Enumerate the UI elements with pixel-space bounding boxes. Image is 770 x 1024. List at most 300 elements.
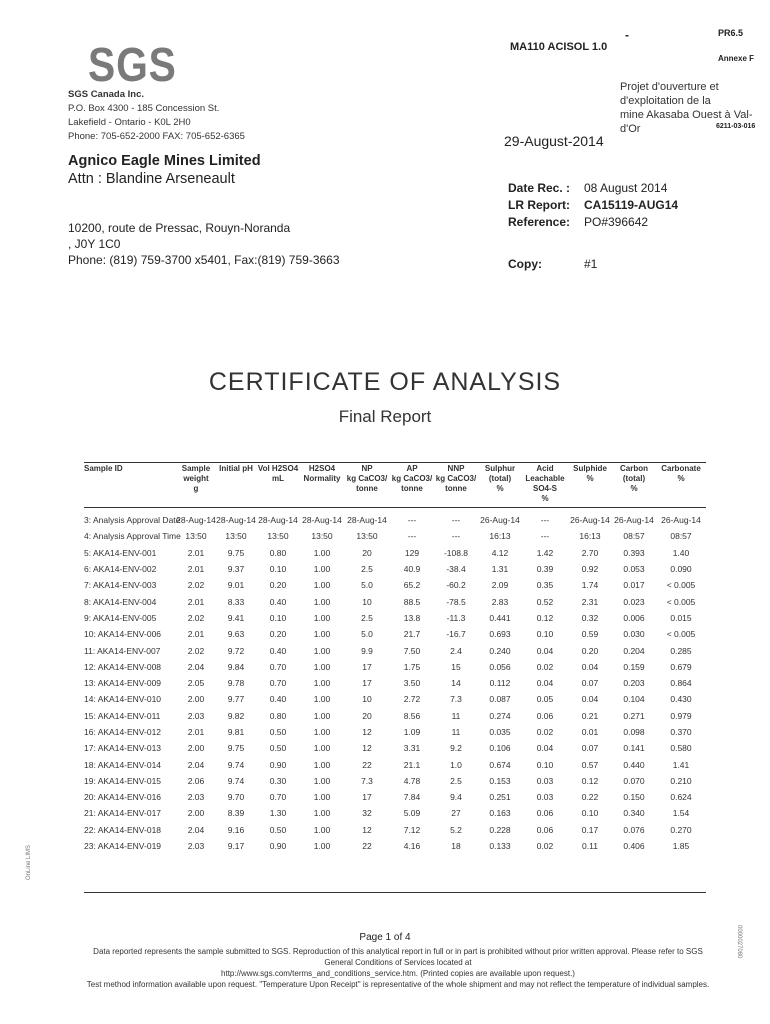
- table-cell: 0.03: [536, 775, 554, 786]
- table-cell: 0.030: [623, 629, 645, 640]
- table-cell: 15: AKA14-ENV-011: [84, 710, 161, 721]
- table-cell: 22: [362, 841, 372, 852]
- table-cell: 0.864: [670, 678, 692, 689]
- table-cell: ---: [451, 531, 461, 542]
- table-cell: 0.203: [623, 678, 645, 689]
- table-cell: < 0.005: [666, 580, 696, 591]
- copy-label: Copy:: [508, 257, 542, 271]
- table-cell: 1.00: [313, 759, 331, 770]
- table-cell: 08:57: [623, 531, 645, 542]
- table-cell: 2.4: [450, 645, 462, 656]
- table-cell: 4.16: [403, 841, 421, 852]
- table-row: [84, 789, 706, 805]
- table-cell: 0.70: [269, 792, 287, 803]
- table-cell: 4: Analysis Approval Time: [84, 531, 181, 542]
- table-cell: 0.979: [670, 710, 692, 721]
- table-cell: 0.80: [269, 547, 287, 558]
- table-cell: 1.00: [313, 775, 331, 786]
- table-cell: 9.16: [227, 824, 245, 835]
- table-cell: 0.50: [269, 743, 287, 754]
- table-cell: 11: [451, 727, 461, 737]
- table-cell: < 0.005: [666, 596, 696, 607]
- table-cell: 1.00: [313, 645, 331, 656]
- table-cell: 2.00: [187, 743, 205, 754]
- table-cell: 1.00: [313, 710, 331, 721]
- table-cell: 1.74: [581, 580, 599, 591]
- table-row: [84, 805, 706, 821]
- table-header-row: [84, 463, 706, 508]
- table-cell: 13:50: [185, 531, 207, 542]
- lab-address: [68, 88, 245, 144]
- table-cell: 1.42: [536, 547, 554, 558]
- table-cell: 0.204: [623, 645, 645, 656]
- table-cell: 20: AKA14-ENV-016: [84, 792, 162, 803]
- table-cell: 2.05: [187, 678, 205, 689]
- table-cell: 7.3: [450, 694, 462, 705]
- lab-address-line2: Lakefield - Ontario - K0L 2H0: [68, 117, 191, 128]
- table-cell: 11: [451, 710, 461, 721]
- table-cell: 1.00: [313, 694, 331, 705]
- table-cell: 1.0: [450, 759, 462, 770]
- table-cell: 0.57: [581, 759, 599, 770]
- project-line2: mine Akasaba Ouest à Val-d'Or: [620, 109, 753, 135]
- table-bottom-rule: [84, 892, 706, 893]
- table-cell: 9.78: [227, 678, 245, 689]
- table-cell: 2.00: [187, 694, 205, 705]
- table-cell: 1.00: [313, 612, 331, 623]
- table-cell: 0.112: [489, 678, 511, 689]
- table-cell: 1.00: [313, 678, 331, 689]
- form-code: MA110 ACISOL 1.0: [510, 41, 608, 53]
- table-cell: ---: [540, 531, 550, 542]
- table-cell: 14: AKA14-ENV-010: [84, 694, 162, 705]
- table-cell: 0.32: [581, 612, 599, 623]
- table-cell: 0.50: [269, 824, 287, 835]
- table-cell: 17: AKA14-ENV-013: [84, 743, 162, 754]
- table-cell: 1.30: [269, 808, 287, 819]
- analysis-table-wrap: [84, 462, 706, 854]
- table-cell: 2.01: [187, 727, 205, 737]
- sgs-logo: SGS: [88, 39, 177, 92]
- side-mark-right: 0000027080: [736, 925, 742, 959]
- table-cell: 2.01: [187, 629, 205, 640]
- table-cell: 0.006: [623, 612, 645, 623]
- table-cell: 0.159: [623, 661, 645, 672]
- table-cell: 0.39: [536, 564, 554, 575]
- table-row: [84, 659, 706, 675]
- table-cell: 0.20: [269, 580, 287, 591]
- table-cell: 10: [362, 694, 372, 705]
- table-cell: 4.12: [491, 547, 509, 558]
- table-cell: 0.674: [489, 759, 511, 770]
- table-cell: 88.5: [403, 596, 421, 607]
- table-cell: ---: [407, 515, 417, 526]
- table-cell: 0.430: [670, 694, 692, 705]
- table-cell: 2.02: [187, 612, 205, 623]
- table-cell: 0.070: [623, 775, 645, 786]
- column-header: NP kg CaCO3/ tonne: [346, 464, 388, 493]
- table-cell: 0.163: [489, 808, 511, 819]
- table-cell: 1.00: [313, 727, 331, 737]
- table-cell: 8.33: [227, 596, 245, 607]
- table-cell: 0.30: [269, 775, 287, 786]
- table-cell: 2.01: [187, 596, 205, 607]
- table-cell: 1.00: [313, 792, 331, 803]
- table-cell: 1.85: [672, 841, 690, 852]
- table-cell: 10: AKA14-ENV-006: [84, 629, 162, 640]
- table-cell: 9.75: [227, 547, 245, 558]
- table-cell: 0.10: [536, 759, 554, 770]
- page-number: Page 1 of 4: [359, 932, 411, 943]
- table-cell: 0.104: [623, 694, 645, 705]
- table-cell: 10: [362, 596, 372, 607]
- project-ref: 6211-03-016: [716, 123, 756, 130]
- table-cell: 9.74: [227, 775, 245, 786]
- table-cell: 11: AKA14-ENV-007: [84, 645, 161, 656]
- table-cell: 9.75: [227, 743, 245, 754]
- table-cell: 0.406: [623, 841, 645, 852]
- table-cell: 5.2: [450, 824, 462, 835]
- copy-row: [508, 257, 597, 271]
- table-cell: 2.5: [450, 775, 462, 786]
- table-cell: 1.41: [672, 759, 690, 770]
- table-cell: 0.90: [269, 759, 287, 770]
- table-cell: 9.70: [227, 792, 245, 803]
- table-cell: 0.40: [269, 694, 287, 705]
- table-cell: 28-Aug-14: [176, 515, 216, 526]
- table-cell: 1.00: [313, 564, 331, 575]
- client-address1: 10200, route de Pressac, Rouyn-Noranda: [68, 221, 291, 235]
- column-header: Sample ID: [84, 464, 123, 473]
- table-cell: 1.00: [313, 661, 331, 672]
- table-cell: 22: [362, 759, 372, 770]
- table-cell: 0.11: [582, 841, 598, 852]
- table-cell: 6: AKA14-ENV-002: [84, 564, 157, 575]
- table-cell: 2.09: [491, 580, 509, 591]
- table-cell: 0.679: [670, 661, 692, 672]
- table-cell: 0.40: [269, 596, 287, 607]
- column-header: Vol H2SO4 mL: [257, 464, 299, 483]
- table-cell: 0.274: [489, 710, 511, 721]
- table-cell: -11.3: [446, 612, 466, 623]
- table-cell: 21.7: [403, 629, 421, 640]
- table-cell: 1.40: [672, 547, 690, 558]
- table-cell: 0.440: [623, 759, 645, 770]
- table-cell: 9.37: [227, 564, 245, 575]
- table-cell: -78.5: [446, 596, 466, 607]
- table-cell: 26-Aug-14: [661, 515, 701, 526]
- header-dash: -: [625, 28, 629, 42]
- table-cell: 0.06: [536, 824, 554, 835]
- column-header: Carbon (total) %: [620, 464, 648, 493]
- table-cell: 26-Aug-14: [480, 515, 520, 526]
- footer-line1: Data reported represents the sample submitted to SGS. Reproduction of this analytical report in full or in part is prohibited without prior written approval. Please refer to SGS General Conditions of Services located at: [93, 947, 703, 967]
- table-cell: 7.12: [403, 824, 421, 835]
- table-cell: 0.106: [489, 743, 511, 754]
- pr-code: PR6.5: [718, 28, 744, 38]
- table-cell: 0.441: [489, 612, 511, 623]
- reference-value: PO#396642: [584, 215, 649, 229]
- table-cell: 13: AKA14-ENV-009: [84, 678, 162, 689]
- table-cell: 12: [362, 727, 372, 737]
- table-cell: 2.03: [187, 792, 205, 803]
- table-cell: 0.50: [269, 727, 287, 737]
- table-cell: 0.133: [489, 841, 511, 852]
- client-phone: Phone: (819) 759-3700 x5401, Fax:(819) 759-3663: [68, 253, 340, 267]
- table-cell: 2.02: [187, 645, 205, 656]
- table-row: [84, 838, 706, 854]
- report-meta: [508, 180, 744, 231]
- table-cell: 3.31: [403, 743, 421, 754]
- table-cell: 0.090: [670, 564, 692, 575]
- table-cell: 0.70: [269, 678, 287, 689]
- table-cell: -108.8: [443, 547, 469, 558]
- table-cell: 0.20: [581, 645, 599, 656]
- table-cell: 26-Aug-14: [570, 515, 610, 526]
- table-cell: 7: AKA14-ENV-003: [84, 580, 157, 591]
- table-cell: 129: [404, 547, 420, 558]
- table-cell: 16:13: [579, 531, 601, 542]
- table-cell: 0.153: [489, 775, 511, 786]
- column-header: Sulphide %: [573, 464, 607, 483]
- table-cell: 08:57: [670, 531, 692, 542]
- table-row: [84, 822, 706, 838]
- table-cell: 0.370: [670, 727, 692, 737]
- table-cell: 0.02: [536, 727, 554, 737]
- table-cell: ---: [407, 531, 417, 542]
- table-cell: < 0.005: [666, 629, 696, 640]
- table-cell: 14: [451, 678, 461, 689]
- table-cell: 28-Aug-14: [347, 515, 387, 526]
- table-cell: 3: Analysis Approval Date: [84, 515, 181, 526]
- table-cell: 13.8: [403, 612, 421, 623]
- table-cell: 0.04: [536, 645, 554, 656]
- column-header: Acid Leachable SO4-S %: [525, 464, 565, 503]
- table-cell: 9.77: [227, 694, 245, 705]
- table-cell: ---: [540, 515, 550, 526]
- table-cell: 8: AKA14-ENV-004: [84, 596, 157, 607]
- table-cell: 16:13: [489, 531, 511, 542]
- table-cell: 9.81: [227, 727, 245, 737]
- table-cell: 26-Aug-14: [614, 515, 654, 526]
- table-cell: 9.84: [227, 661, 245, 672]
- table-cell: 0.04: [581, 661, 599, 672]
- table-cell: 13:50: [267, 531, 289, 542]
- table-cell: 0.12: [536, 612, 554, 623]
- table-cell: 9.2: [450, 743, 462, 754]
- lr-report-label: LR Report:: [508, 198, 570, 212]
- copy-value: #1: [584, 257, 598, 271]
- table-cell: 9.74: [227, 759, 245, 770]
- table-row: [84, 642, 706, 658]
- table-cell: 0.35: [536, 580, 554, 591]
- column-header: H2SO4 Normality: [303, 464, 341, 483]
- client-address2: , J0Y 1C0: [68, 237, 121, 251]
- table-row: [84, 508, 706, 529]
- table-cell: 0.210: [670, 775, 692, 786]
- table-row: [84, 610, 706, 626]
- table-row: [84, 561, 706, 577]
- client-name: Agnico Eagle Mines Limited: [68, 153, 261, 169]
- table-row: [84, 593, 706, 609]
- column-header: Initial pH: [219, 464, 253, 473]
- table-cell: 0.271: [623, 710, 645, 721]
- table-cell: 13:50: [225, 531, 247, 542]
- table-cell: -16.7: [446, 629, 466, 640]
- table-row: [84, 708, 706, 724]
- footer-line2: http://www.sgs.com/terms_and_conditions_service.htm. (Printed copies are available upon request.): [221, 969, 575, 978]
- table-row: [84, 545, 706, 561]
- table-row: [84, 626, 706, 642]
- table-row: [84, 773, 706, 789]
- table-cell: 0.10: [536, 629, 554, 640]
- table-row: [84, 724, 706, 740]
- table-cell: 32: [362, 808, 372, 819]
- table-cell: 2.31: [581, 596, 599, 607]
- table-cell: 0.90: [269, 841, 287, 852]
- table-cell: 1.75: [403, 661, 421, 672]
- date-rec-label: Date Rec. :: [508, 181, 571, 195]
- table-cell: 18: [451, 841, 461, 852]
- table-cell: 0.01: [581, 727, 599, 737]
- table-cell: 16: AKA14-ENV-012: [84, 727, 162, 737]
- table-cell: 0.580: [670, 743, 692, 754]
- footer-disclaimer: [78, 946, 718, 990]
- table-cell: 0.05: [536, 694, 554, 705]
- table-cell: -60.2: [446, 580, 466, 591]
- table-cell: 0.22: [581, 792, 599, 803]
- table-cell: 7.50: [403, 645, 421, 656]
- table-cell: 2.00: [187, 808, 205, 819]
- table-cell: 2.04: [187, 661, 205, 672]
- table-cell: 0.228: [489, 824, 511, 835]
- table-cell: 9.63: [227, 629, 245, 640]
- table-cell: 28-Aug-14: [302, 515, 342, 526]
- table-cell: 0.07: [581, 678, 599, 689]
- table-cell: 0.393: [623, 547, 645, 558]
- table-cell: 0.017: [623, 580, 645, 591]
- table-cell: 0.02: [536, 661, 554, 672]
- table-cell: 9.82: [227, 710, 245, 721]
- table-cell: 2.03: [187, 710, 205, 721]
- table-cell: 18: AKA14-ENV-014: [84, 759, 162, 770]
- side-mark-left: OnLine LIMS: [26, 844, 32, 880]
- table-cell: 0.285: [670, 645, 692, 656]
- table-row: [84, 577, 706, 593]
- table-cell: 0.04: [581, 694, 599, 705]
- table-cell: 17: [362, 678, 372, 689]
- table-cell: 0.251: [489, 792, 511, 803]
- table-cell: 0.098: [623, 727, 645, 737]
- table-cell: 0.141: [623, 743, 645, 754]
- table-cell: 40.9: [403, 564, 421, 575]
- date-rec-value: 08 August 2014: [584, 181, 668, 195]
- table-cell: 0.270: [670, 824, 692, 835]
- table-cell: 0.59: [581, 629, 599, 640]
- column-header: Sulphur (total) %: [484, 464, 516, 493]
- table-cell: 1.54: [672, 808, 690, 819]
- table-cell: 13:50: [311, 531, 333, 542]
- table-cell: 0.10: [269, 612, 287, 623]
- table-cell: 65.2: [403, 580, 421, 591]
- table-cell: 5.0: [361, 580, 373, 591]
- report-date: 29-August-2014: [504, 133, 604, 149]
- table-row: [84, 691, 706, 707]
- table-cell: 1.00: [313, 580, 331, 591]
- table-cell: 0.10: [269, 564, 287, 575]
- table-cell: 0.03: [536, 792, 554, 803]
- table-cell: 0.693: [489, 629, 511, 640]
- table-cell: 1.00: [313, 808, 331, 819]
- annexe-label: Annexe F: [718, 54, 755, 63]
- table-cell: 0.04: [536, 678, 554, 689]
- table-cell: 7.84: [403, 792, 421, 803]
- table-cell: 0.40: [269, 645, 287, 656]
- table-cell: 0.04: [536, 743, 554, 754]
- table-cell: 8.56: [403, 710, 421, 721]
- table-cell: 0.21: [581, 710, 599, 721]
- table-cell: 28-Aug-14: [258, 515, 298, 526]
- table-cell: 1.00: [313, 824, 331, 835]
- table-cell: 9.01: [227, 580, 245, 591]
- table-cell: 2.70: [581, 547, 599, 558]
- table-cell: 19: AKA14-ENV-015: [84, 775, 162, 786]
- table-cell: 17: [362, 792, 372, 803]
- table-cell: 2.01: [187, 564, 205, 575]
- table-cell: 0.240: [489, 645, 511, 656]
- table-cell: 21: AKA14-ENV-017: [84, 808, 162, 819]
- table-cell: 0.150: [623, 792, 645, 803]
- lab-phone: Phone: 705-652-2000 FAX: 705-652-6365: [68, 131, 245, 142]
- table-cell: 2.04: [187, 824, 205, 835]
- table-cell: 0.20: [269, 629, 287, 640]
- table-cell: 0.52: [536, 596, 554, 607]
- table-cell: 8.39: [227, 808, 245, 819]
- table-cell: 2.01: [187, 547, 205, 558]
- column-header: NNP kg CaCO3/ tonne: [435, 464, 477, 493]
- table-body: [84, 508, 706, 855]
- project-line1: Projet d'ouverture et d'exploitation de la: [620, 81, 719, 107]
- column-header: AP kg CaCO3/ tonne: [391, 464, 433, 493]
- table-cell: 0.035: [489, 727, 511, 737]
- table-cell: 2.06: [187, 775, 205, 786]
- table-cell: 1.00: [313, 743, 331, 754]
- table-cell: 0.053: [623, 564, 645, 575]
- column-header: Carbonate %: [661, 464, 701, 483]
- table-row: [84, 528, 706, 544]
- table-cell: 1.00: [313, 841, 331, 852]
- table-cell: 12: AKA14-ENV-008: [84, 661, 162, 672]
- table-cell: 0.023: [623, 596, 645, 607]
- table-cell: 12: [362, 743, 372, 754]
- table-cell: 9.17: [227, 841, 245, 852]
- table-cell: 2.72: [403, 694, 421, 705]
- document-title: CERTIFICATE OF ANALYSIS: [208, 368, 562, 396]
- table-cell: 0.02: [536, 841, 554, 852]
- table-cell: 2.04: [187, 759, 205, 770]
- table-cell: 1.00: [313, 547, 331, 558]
- column-header: Sample weight g: [181, 464, 211, 493]
- lab-company: SGS Canada Inc.: [68, 89, 145, 100]
- table-cell: 2.5: [361, 612, 373, 623]
- table-cell: 0.06: [536, 710, 554, 721]
- table-cell: 17: [362, 661, 372, 672]
- client-address: [68, 220, 340, 268]
- table-cell: 5.09: [403, 808, 421, 819]
- reference-label: Reference:: [508, 215, 571, 229]
- table-cell: ---: [451, 515, 461, 526]
- table-cell: 0.92: [581, 564, 599, 575]
